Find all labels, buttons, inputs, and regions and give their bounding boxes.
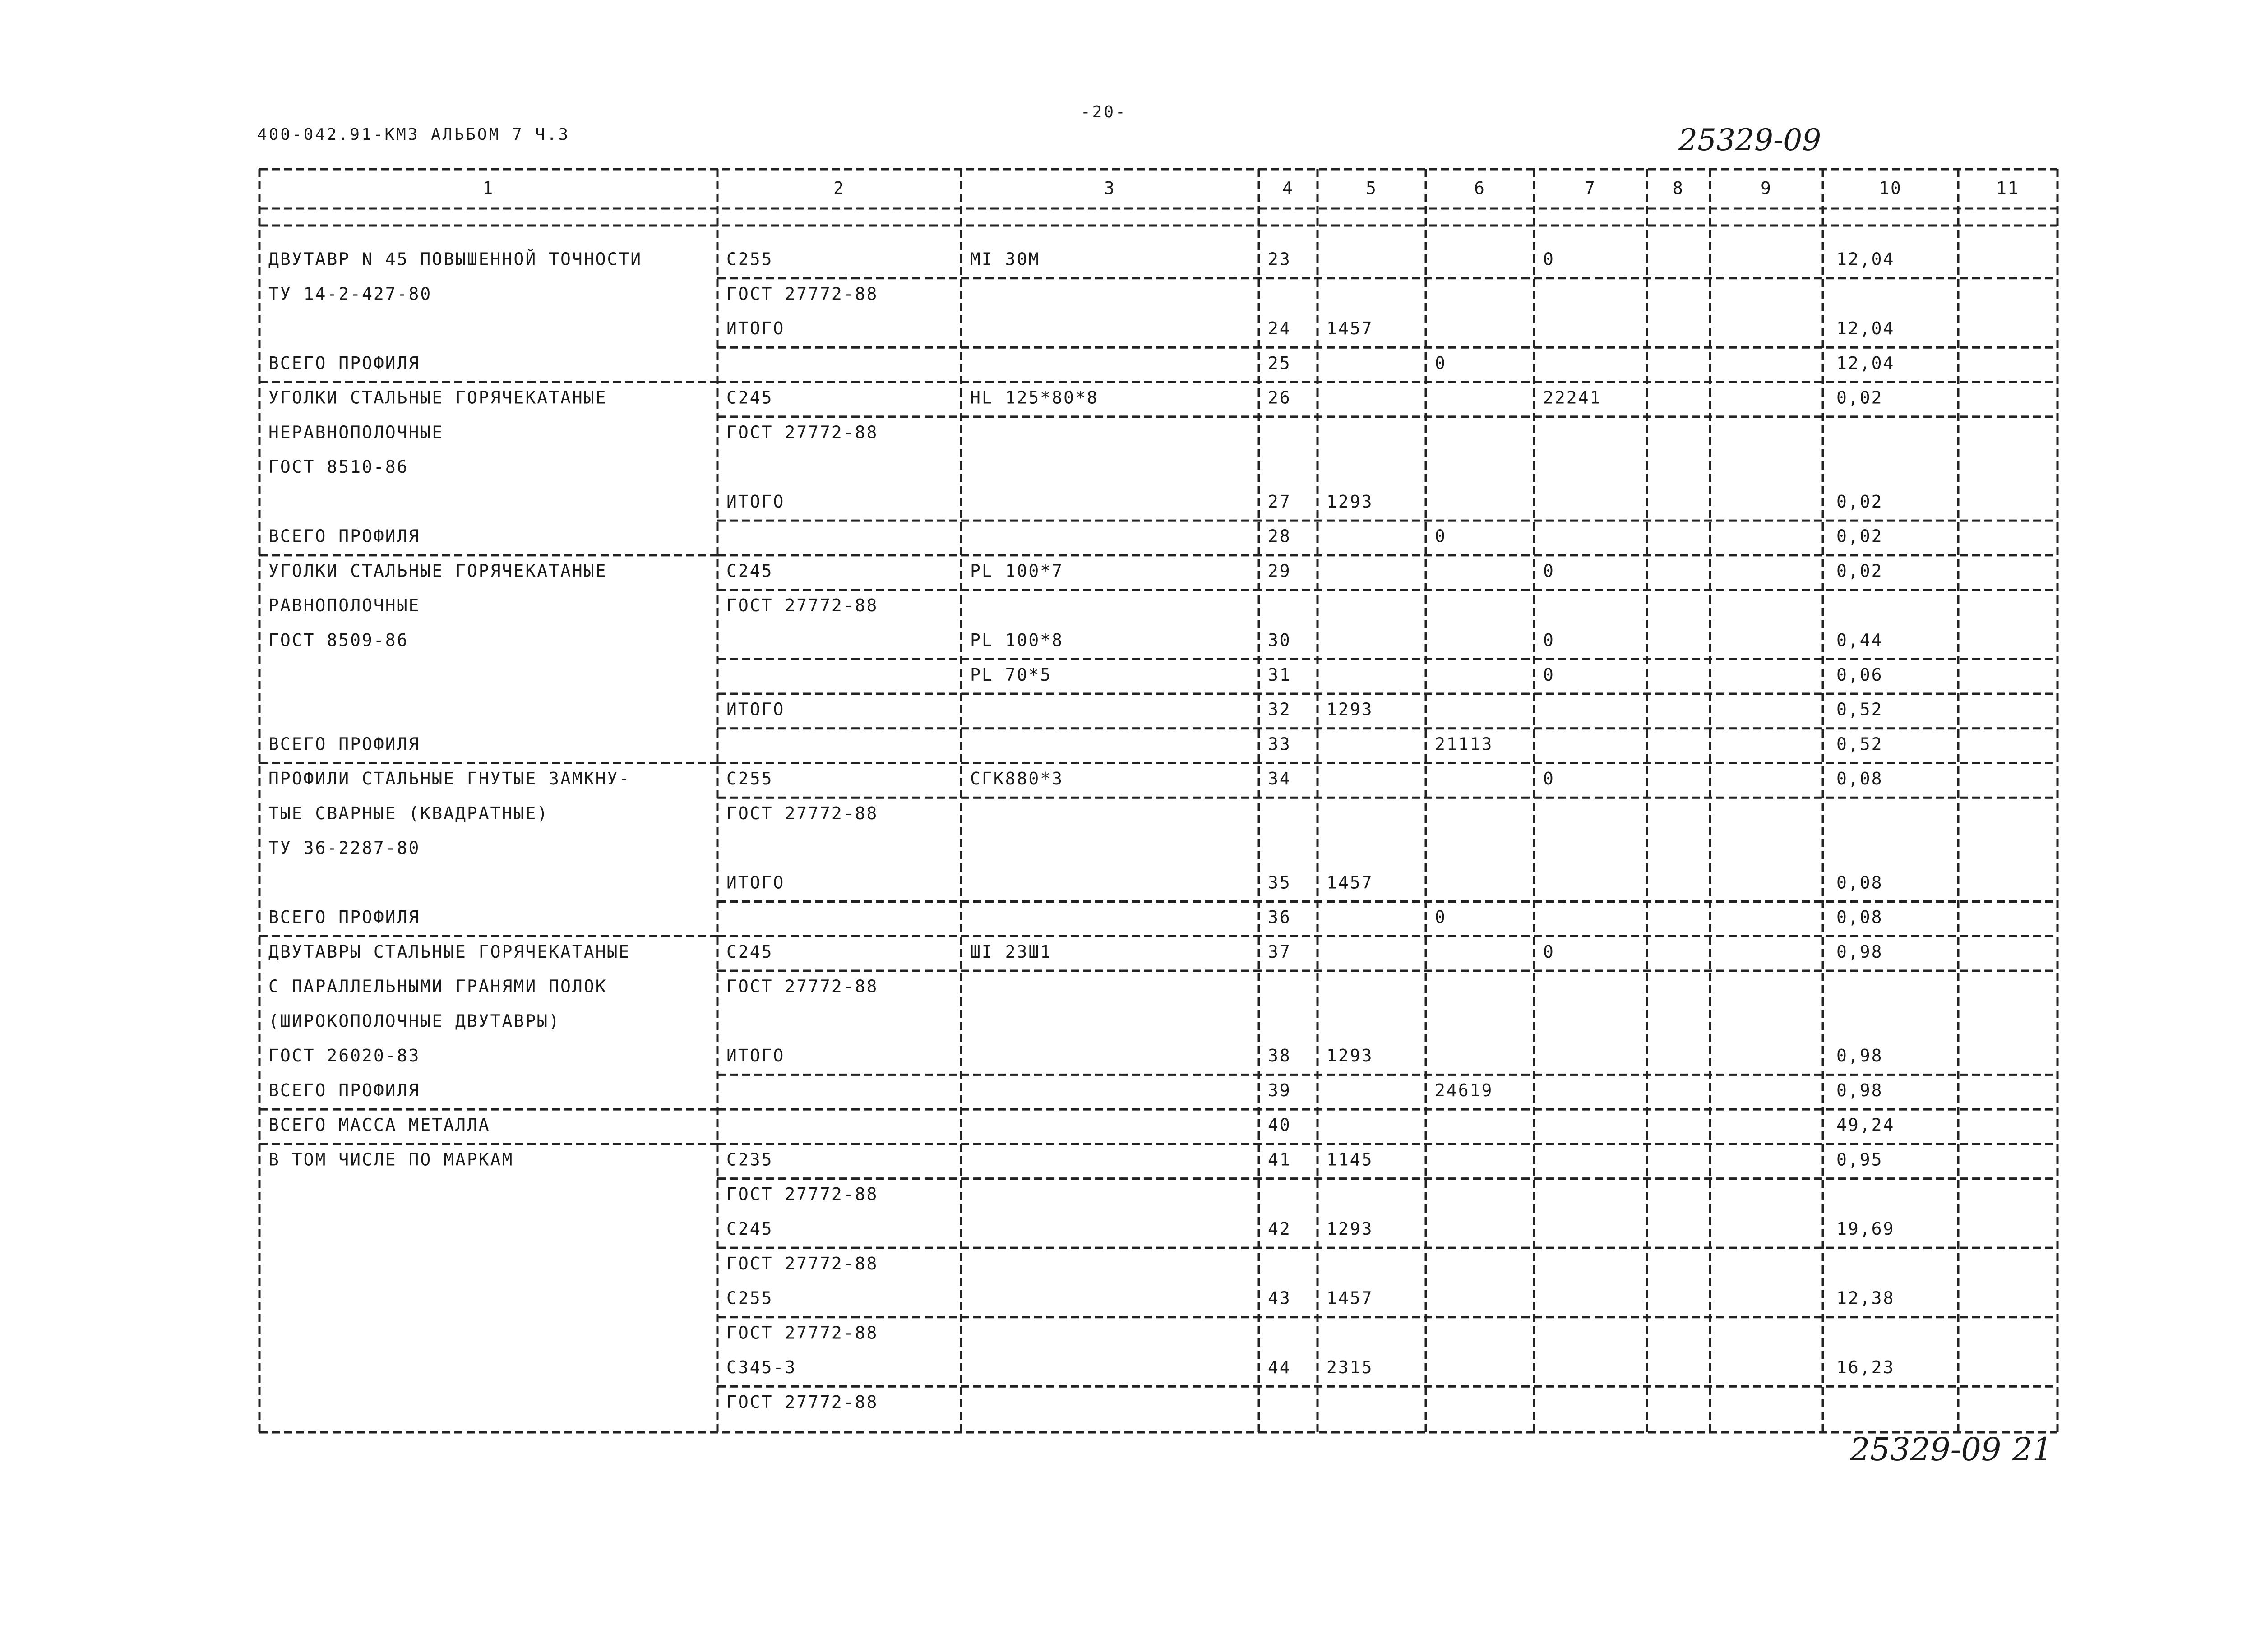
cell-steel-grade: ГОСТ 27772-88 [726,595,878,616]
column-header-11: 11 [1996,178,2020,198]
cell-name: ВСЕГО ПРОФИЛЯ [268,734,421,754]
cell-steel-grade: С345-3 [726,1357,797,1378]
document-code: 400-042.91-КМЗ АЛЬБОМ 7 Ч.3 [257,125,570,144]
cell-name: НЕРАВНОПОЛОЧНЫЕ [268,422,444,443]
column-header-3: 3 [1104,178,1116,198]
cell-steel-grade: ИТОГО [726,1046,785,1066]
cell-mass: 0,98 [1836,1046,1883,1066]
cell-mass: 0,02 [1836,561,1883,581]
column-header-10: 10 [1879,178,1902,198]
cell-name: ВСЕГО ПРОФИЛЯ [268,526,421,546]
cell-steel-grade: ГОСТ 27772-88 [726,1392,878,1412]
cell-steel-grade: С235 [726,1149,773,1170]
cell-mass: 12,04 [1836,249,1895,269]
cell-code: 1293 [1327,699,1373,720]
column-header-5: 5 [1366,178,1378,198]
cell-name: ГОСТ 8510-86 [268,457,409,477]
cell-code-7: 0 [1543,249,1555,269]
cell-position: 34 [1268,769,1291,789]
cell-code-7: 0 [1543,769,1555,789]
cell-mass: 0,02 [1836,388,1883,408]
cell-code-7: 0 [1543,941,1555,962]
cell-name: ГОСТ 26020-83 [268,1046,421,1066]
cell-mass: 0,06 [1836,664,1883,685]
cell-name: ТУ 36-2287-80 [268,838,421,858]
column-header-9: 9 [1761,178,1772,198]
cell-name: ВСЕГО ПРОФИЛЯ [268,353,421,373]
stamp-number: 25329-09 [1678,123,1821,157]
cell-name: ВСЕГО МАССА МЕТАЛЛА [268,1115,490,1135]
cell-position: 40 [1268,1115,1291,1135]
cell-name: В ТОМ ЧИСЛЕ ПО МАРКАМ [268,1149,514,1170]
cell-steel-grade: С255 [726,769,773,789]
cell-mass: 16,23 [1836,1357,1895,1378]
cell-steel-grade: ГОСТ 27772-88 [726,976,878,997]
cell-steel-grade: С255 [726,1288,773,1308]
cell-position: 44 [1268,1357,1291,1378]
cell-mass: 0,08 [1836,769,1883,789]
cell-position: 29 [1268,561,1291,581]
column-header-2: 2 [833,178,845,198]
cell-mass: 0,52 [1836,699,1883,720]
cell-profile: ШI 23Ш1 [970,941,1052,962]
cell-code: 1293 [1327,1219,1373,1239]
cell-position: 23 [1268,249,1291,269]
cell-total-code: 0 [1435,526,1447,546]
cell-mass: 19,69 [1836,1219,1895,1239]
cell-name: ТЫЕ СВАРНЫЕ (КВАДРАТНЫЕ) [268,803,549,823]
cell-total-code: 21113 [1435,734,1493,754]
cell-mass: 0,02 [1836,526,1883,546]
column-header-6: 6 [1474,178,1486,198]
cell-steel-grade: С255 [726,249,773,269]
cell-name: ТУ 14-2-427-80 [268,284,432,304]
cell-steel-grade: С245 [726,561,773,581]
cell-mass: 49,24 [1836,1115,1895,1135]
cell-code: 1457 [1327,1288,1373,1308]
cell-mass: 12,38 [1836,1288,1895,1308]
cell-name: ВСЕГО ПРОФИЛЯ [268,1080,421,1100]
cell-position: 33 [1268,734,1291,754]
page-number: -20- [1081,103,1127,121]
cell-total-code: 0 [1435,353,1447,373]
cell-position: 43 [1268,1288,1291,1308]
cell-profile: НL 125*80*8 [970,388,1099,408]
column-header-7: 7 [1585,178,1596,198]
cell-code: 1293 [1327,1046,1373,1066]
cell-steel-grade: ГОСТ 27772-88 [726,1253,878,1274]
footer-page-number: 21 [2012,1431,2053,1468]
cell-position: 38 [1268,1046,1291,1066]
cell-steel-grade: С245 [726,941,773,962]
cell-position: 37 [1268,941,1291,962]
cell-position: 24 [1268,318,1291,339]
cell-mass: 12,04 [1836,353,1895,373]
cell-position: 35 [1268,872,1291,893]
cell-profile: РL 70*5 [970,664,1052,685]
cell-position: 27 [1268,491,1291,512]
footer-stamp-number: 25329-09 [1850,1431,2002,1468]
cell-name: РАВНОПОЛОЧНЫЕ [268,595,421,616]
cell-code: 2315 [1327,1357,1373,1378]
cell-steel-grade: С245 [726,388,773,408]
cell-position: 32 [1268,699,1291,720]
cell-profile: СГК880*3 [970,769,1064,789]
column-header-8: 8 [1673,178,1684,198]
cell-code: 1293 [1327,491,1373,512]
cell-mass: 0,08 [1836,872,1883,893]
cell-position: 28 [1268,526,1291,546]
cell-mass: 0,44 [1836,630,1883,651]
cell-steel-grade: ГОСТ 27772-88 [726,803,878,823]
column-header-1: 1 [482,178,495,198]
cell-position: 30 [1268,630,1291,651]
cell-position: 31 [1268,664,1291,685]
cell-mass: 0,98 [1836,941,1883,962]
cell-code-7: 22241 [1543,388,1602,408]
cell-code: 1457 [1327,872,1373,893]
cell-name: (ШИРОКОПОЛОЧНЫЕ ДВУТАВРЫ) [268,1011,560,1031]
cell-name: УГОЛКИ СТАЛЬНЫЕ ГОРЯЧЕКАТАНЫЕ [268,388,607,408]
cell-position: 42 [1268,1219,1291,1239]
cell-name: ДВУТАВРЫ СТАЛЬНЫЕ ГОРЯЧЕКАТАНЫЕ [268,941,631,962]
cell-steel-grade: ГОСТ 27772-88 [726,1323,878,1343]
cell-code: 1457 [1327,318,1373,339]
cell-steel-grade: ИТОГО [726,699,785,720]
cell-code: 1145 [1327,1149,1373,1170]
cell-code-7: 0 [1543,561,1555,581]
cell-position: 25 [1268,353,1291,373]
cell-name: С ПАРАЛЛЕЛЬНЫМИ ГРАНЯМИ ПОЛОК [268,976,607,997]
cell-mass: 12,04 [1836,318,1895,339]
cell-position: 36 [1268,907,1291,928]
cell-mass: 0,08 [1836,907,1883,928]
cell-position: 39 [1268,1080,1291,1100]
cell-profile: РL 100*7 [970,561,1064,581]
cell-steel-grade: С245 [726,1219,773,1239]
cell-steel-grade: ИТОГО [726,491,785,512]
cell-steel-grade: ГОСТ 27772-88 [726,284,878,304]
cell-code-7: 0 [1543,664,1555,685]
cell-name: ВСЕГО ПРОФИЛЯ [268,907,421,928]
cell-profile: МI 30М [970,249,1040,269]
cell-code-7: 0 [1543,630,1555,651]
cell-name: ПРОФИЛИ СТАЛЬНЫЕ ГНУТЫЕ ЗАМКНУ- [268,769,631,789]
cell-mass: 0,52 [1836,734,1883,754]
cell-position: 26 [1268,388,1291,408]
cell-total-code: 0 [1435,907,1447,928]
cell-steel-grade: ГОСТ 27772-88 [726,422,878,443]
cell-name: УГОЛКИ СТАЛЬНЫЕ ГОРЯЧЕКАТАНЫЕ [268,561,607,581]
cell-steel-grade: ИТОГО [726,872,785,893]
cell-name: ДВУТАВР N 45 ПОВЫШЕННОЙ ТОЧНОСТИ [268,249,643,269]
cell-mass: 0,02 [1836,491,1883,512]
cell-position: 41 [1268,1149,1291,1170]
cell-steel-grade: ИТОГО [726,318,785,339]
cell-profile: РL 100*8 [970,630,1064,651]
cell-mass: 0,98 [1836,1080,1883,1100]
cell-steel-grade: ГОСТ 27772-88 [726,1184,878,1204]
column-header-4: 4 [1282,178,1294,198]
cell-mass: 0,95 [1836,1149,1883,1170]
cell-total-code: 24619 [1435,1080,1493,1100]
cell-name: ГОСТ 8509-86 [268,630,409,651]
